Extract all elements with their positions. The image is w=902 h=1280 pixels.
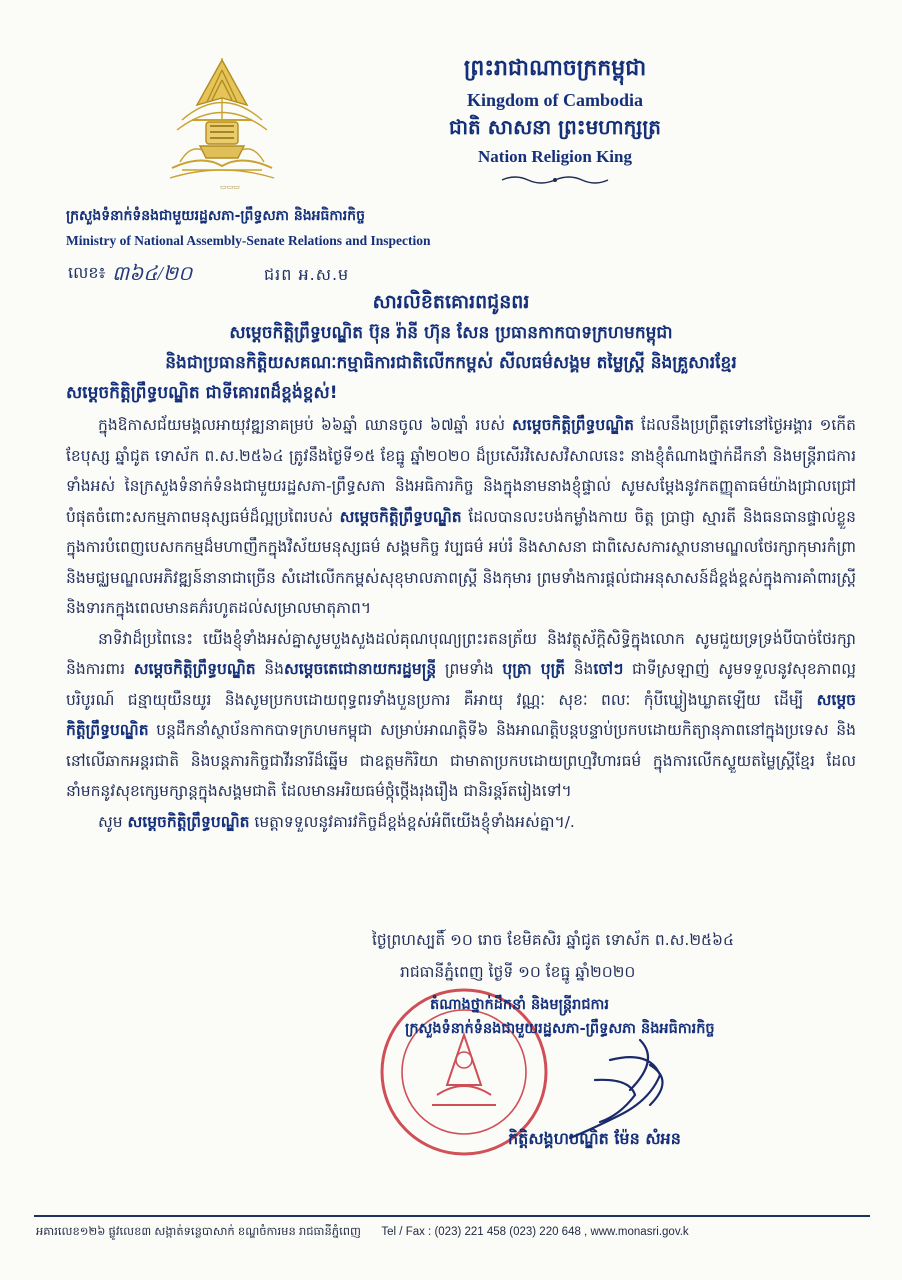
- letter-body: [66, 410, 856, 837]
- kingdom-kh: ព្រះរាជាណាចក្រកម្ពុជា: [463, 55, 647, 81]
- ministry-emblem-icon: [162, 50, 282, 200]
- paragraph-1: ក្នុងឱកាសជ័យមង្គលអាយុវឌ្ឍនាគម្រប់ ៦៦ឆ្នាំ ឈានចូល ៦៧ឆ្នាំ របស់ សម្តេចកិត្តិព្រឹទ្ធបណ្ឌិត ដែលនឹងប្រព្រឹត្តទៅនៅថ្ងៃអង្គារ ១កើត ខែបុស្ស ឆ្នាំជូត ទោស័ក ព.ស.២៥៦៤ ត្រូវនឹងថ្ងៃទី១៥ ខែធ្នូ ឆ្នាំ២០២០ ដ៏ប្រសើរវិសេសវិសាលនេះ នាងខ្ញុំតំណាងថ្នាក់ដឹកនាំ និងមន្ត្រីរាជការទាំងអស់ នៃក្រសួងទំនាក់ទំនងជាមួយរដ្ឋសភា-ព្រឹទ្ធសភា និងអធិការកិច្ច និងក្នុងនាមនាងខ្ញុំផ្ទាល់ សូមសម្តែងនូវកតញ្ញុតាធម៌យ៉ាងជ្រាលជ្រៅបំផុតចំពោះសកម្មភាពមនុស្សធម៌ដ៏ល្អប្រពៃរបស់ សម្តេចកិត្តិព្រឹទ្ធបណ្ឌិត ដែលបានលះបង់កម្លាំងកាយ ចិត្ត ប្រាជ្ញា ស្មារតី និងធនធានផ្ទាល់ខ្លួន ក្នុងការបំពេញបេសកកម្មដ៏មហាញឹកក្នុងវិស័យមនុស្សធម៌ សង្គមកិច្ច វប្បធម៌ អប់រំ និងសាសនា ជាពិសេសការស្ថាបនាមណ្ឌលថែរក្សាកុមារកំព្រា និងមជ្ឈមណ្ឌលអភិវឌ្ឍន៍នានាជាច្រើន សំដៅលើកកម្ពស់សុខុមាលភាពស្ត្រី និងកុមារ ព្រមទាំងការផ្តល់ជាអនុសាសន៍ដ៏ខ្ពង់ខ្ពស់ក្នុងការគាំពារស្ត្រី និងទារកក្នុងពេលមានគភ៌រហូតដល់សម្រាលមាតុភាព។: [66, 416, 856, 617]
- footer-divider: [34, 1215, 870, 1217]
- motto-en: Nation Religion King: [478, 147, 632, 166]
- recipient-role-line: និងជាប្រធានកិត្តិយសគណៈកម្មាធិការជាតិលើកកម្ពស់ សីលធម៌សង្គម តម្លៃស្ត្រី និងគ្រួសារខ្មែរ: [165, 353, 737, 373]
- signatory-office-line2: ក្រសួងទំនាក់ទំនងជាមួយរដ្ឋសភា-ព្រឹទ្ធសភា និងអធិការកិច្ច: [405, 1021, 715, 1037]
- recipient-line: សម្តេចកិត្តិព្រឹទ្ធបណ្ឌិត ប៊ុន រ៉ានី ហ៊ុន សែន ប្រធានកាកបាទក្រហមកម្ពុជា: [229, 323, 673, 343]
- reference-number: ៣៦៤/២០: [112, 263, 193, 285]
- footer-address: អគារលេខ១២៦ ផ្លូវលេខ៣ សង្កាត់ទន្លេបាសាក់ ខណ្ឌចំការមន រាជធានីភ្នំពេញ: [36, 1226, 361, 1238]
- header-ornament-icon: [500, 174, 610, 186]
- solar-date: រាជធានីភ្នំពេញ ថ្ងៃទី ១០ ខែធ្នូ ឆ្នាំ២០២០: [400, 963, 636, 981]
- signer-name: កិត្តិសង្គហបណ្ឌិត ម៉ែន សំអន: [508, 1129, 681, 1148]
- reference-label: លេខ៖: [68, 263, 106, 282]
- signatory-office-line1: តំណាងថ្នាក់ដឹកនាំ និងមន្ត្រីរាជការ: [430, 997, 609, 1013]
- ministry-name-kh: ក្រសួងទំនាក់ទំនងជាមួយរដ្ឋសភា-ព្រឹទ្ធសភា និងអធិការកិច្ច: [66, 208, 365, 224]
- salutation: សម្តេចកិត្តិព្រឹទ្ធបណ្ឌិត ជាទីគោរពដ៏ខ្ពង់ខ្ពស់!: [66, 383, 338, 403]
- ministry-name-en: Ministry of National Assembly-Senate Relations and Inspection: [66, 233, 431, 248]
- lunar-date: ថ្ងៃព្រហស្បតិ៍ ១០ រោច ខែមិគសិរ ឆ្នាំជូត ទោស័ក ព.ស.២៥៦៤: [372, 931, 734, 949]
- paragraph-2: នាទិវាដ៏ប្រពៃនេះ យើងខ្ញុំទាំងអស់គ្នាសូមបួងសួងដល់គុណបុណ្យព្រះរតនត្រ័យ និងវត្ថុស័ក្តិសិទ្ធិក្នុងលោក សូមជួយទ្រទ្រង់បីបាច់ថែរក្សា និងការពារ សម្តេចកិត្តិព្រឹទ្ធបណ្ឌិត និងសម្តេចតេជោនាយករដ្ឋមន្ត្រី ព្រមទាំង បុត្រា បុត្រី និងចៅៗ ជាទីស្រឡាញ់ សូមទទួលនូវសុខភាពល្អបរិបូរណ៍ ជន្មាយុយឺនយូរ និងសូមប្រកបដោយពុទ្ធពរទាំងបួនប្រការ គឺអាយុ វណ្ណៈ សុខៈ ពលៈ កុំបីឃ្លៀងឃ្លាតឡើយ ដើម្បី សម្តេចកិត្តិព្រឹទ្ធបណ្ឌិត បន្តដឹកនាំស្ថាប័នកាកបាទក្រហមកម្ពុជា សម្រាប់អាណត្តិទី៦ និងអាណត្តិបន្តបន្ទាប់ប្រកបដោយកិត្យានុភាពនៅក្នុងប្រទេស និងនៅលើឆាកអន្តរជាតិ និងបន្តភារកិច្ចជាវីរនារីដ៏ឆ្នើម ជាឧត្តមកិរិយា ជាមាតាប្រកបដោយព្រហ្មវិហារធម៌ ក្នុងការលើកស្ទួយតម្លៃស្ត្រីខ្មែរ ដែលនាំមកនូវសុខក្សេមក្សាន្តក្នុងសង្គមជាតិ ដែលមានអរិយធម៌ថ្កុំថ្កើងរុងរឿង ជានិរន្តរ៍តរៀងទៅ។: [66, 629, 857, 800]
- emblem-caption: ▭▭▭: [220, 183, 240, 191]
- footer-phone: Tel / Fax : (023) 221 458 (023) 220 648 , www.monasri.gov.k: [381, 1226, 689, 1238]
- paragraph-3: សូម សម្តេចកិត្តិព្រឹទ្ធបណ្ឌិត មេត្តាទទួលនូវគារវកិច្ចដ៏ខ្ពង់ខ្ពស់អំពីយើងខ្ញុំទាំងអស់គ្នា។/.: [98, 812, 575, 831]
- kingdom-en: Kingdom of Cambodia: [466, 90, 644, 110]
- letter-title: សារលិខិតគោរពជូនពរ: [372, 291, 530, 313]
- footer-contact: [36, 1224, 689, 1241]
- reference-code: ជរព អ.ស.ម: [264, 265, 350, 284]
- motto-kh: ជាតិ សាសនា ព្រះមហាក្សត្រ: [449, 115, 661, 139]
